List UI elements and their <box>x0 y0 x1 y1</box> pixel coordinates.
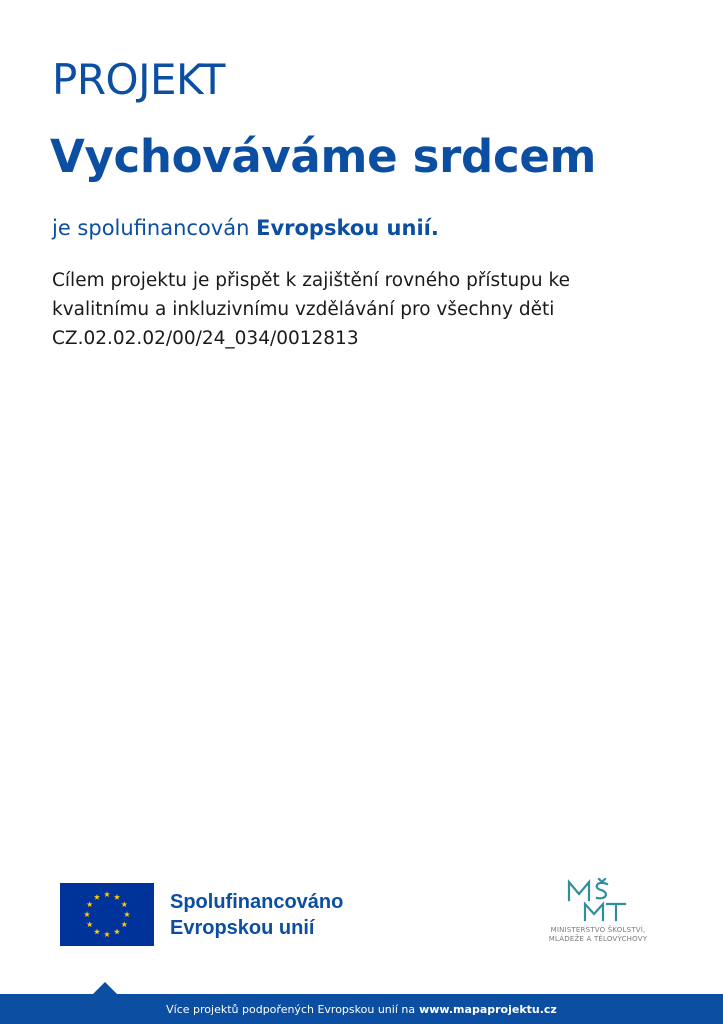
eu-logo-line: Spolufinancováno <box>170 890 344 913</box>
eu-star-icon <box>94 929 100 935</box>
description-line: kvalitnímu a inkluzivnímu vzdělávání pro všechny děti <box>52 299 555 320</box>
project-code: CZ.02.02.02/00/24_034/0012813 <box>52 328 359 349</box>
cofinancing-prefix: je spolufinancován <box>52 216 250 240</box>
eu-star-icon <box>87 901 93 907</box>
eu-star-icon <box>114 894 120 900</box>
eu-star-icon <box>121 921 127 927</box>
description-line: Cílem projektu je přispět k zajištění rovného přístupu ke <box>52 270 570 291</box>
msmt-caption <box>528 926 668 944</box>
project-label: PROJEKT <box>52 55 225 104</box>
eu-stars-icon <box>60 883 154 946</box>
eu-star-icon <box>84 911 90 917</box>
project-description <box>52 266 672 353</box>
msmt-logo <box>528 878 668 944</box>
msmt-caption-line: MINISTERSTVO ŠKOLSTVÍ, <box>550 926 646 934</box>
eu-logo-line: Evropskou unií <box>170 916 315 939</box>
eu-star-icon <box>121 901 127 907</box>
eu-logo-text <box>170 889 343 941</box>
eu-star-icon <box>104 891 110 897</box>
eu-flag-icon <box>60 883 154 946</box>
eu-star-icon <box>104 931 110 937</box>
footer-text: Více projektů podpořených Evropskou unií na <box>166 1002 416 1016</box>
msmt-caption-line: MLÁDEŽE A TĚLOVÝCHOVY <box>548 935 648 943</box>
project-title: Vychováváme srdcem <box>50 130 597 183</box>
eu-star-icon <box>94 894 100 900</box>
cofinancing-bold: Evropskou unií. <box>256 216 439 240</box>
footer-link[interactable]: www.mapaprojektu.cz <box>419 1002 557 1016</box>
eu-star-icon <box>114 929 120 935</box>
eu-star-icon <box>87 921 93 927</box>
footer-notch <box>93 982 117 994</box>
cofinancing-statement <box>52 216 439 240</box>
eu-star-icon <box>124 911 130 917</box>
msmt-mark-icon <box>563 878 633 922</box>
eu-logo <box>60 883 343 946</box>
footer-bar <box>0 994 723 1024</box>
